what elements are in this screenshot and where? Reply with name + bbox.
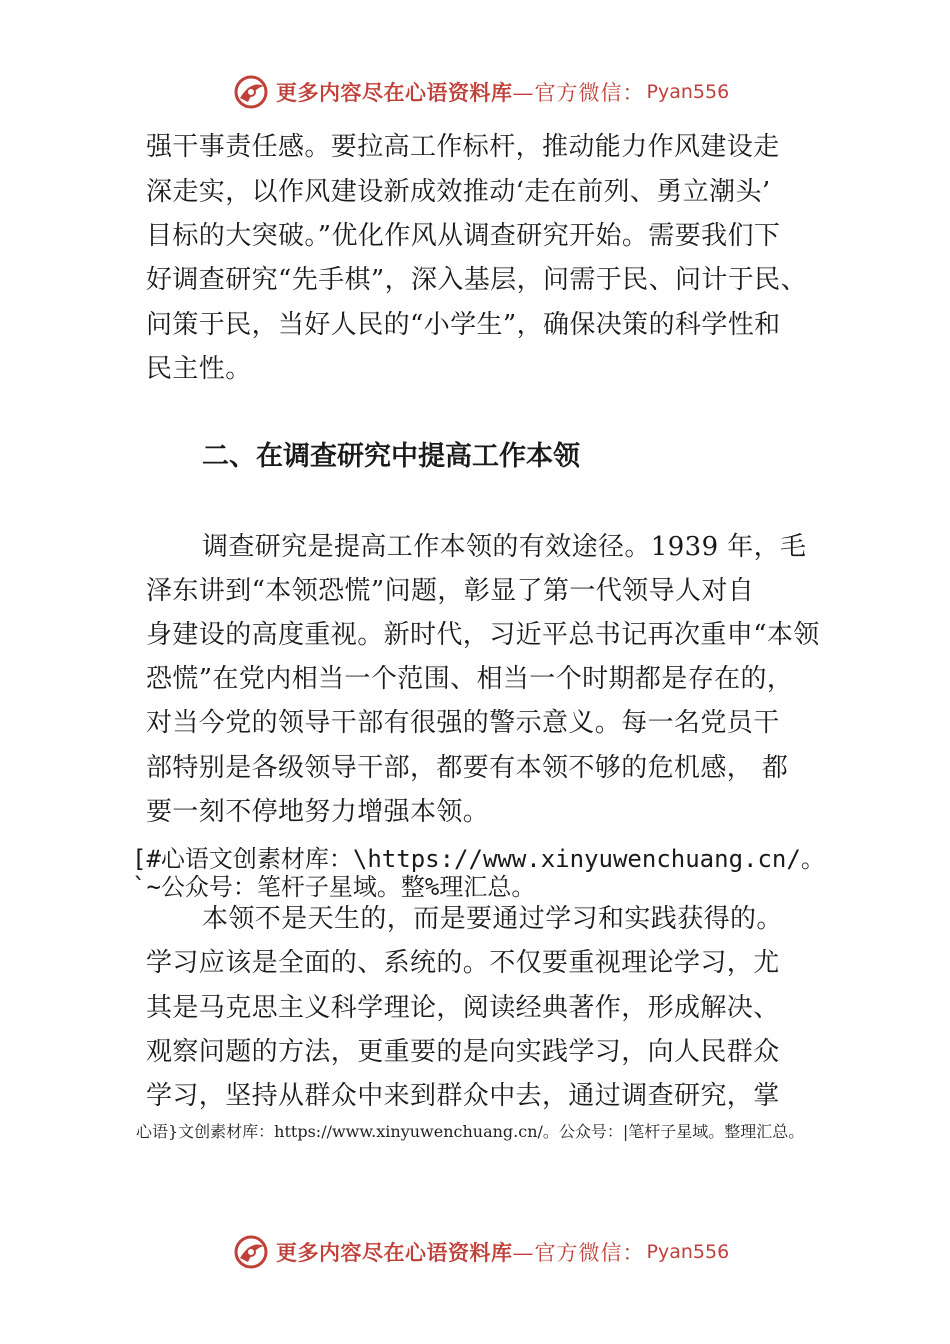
text-line: 学习应该是全面的、系统的。不仅要重视理论学习，尤 bbox=[146, 948, 780, 978]
text-line: 部特别是各级领导干部，都要有本领不够的危机感， 都 bbox=[146, 753, 789, 783]
header-dash-text: —官方微信： bbox=[512, 81, 645, 105]
text-line: 其是马克思主义科学理论，阅读经典著作，形成解决、 bbox=[146, 993, 780, 1023]
brand-logo-icon bbox=[232, 1234, 270, 1270]
text-line: 民主性。 bbox=[146, 354, 252, 384]
footer-note: 心语}文创素材库：https://www.xinyuwenchuang.cn/。公众号：|笔杆子星域。整理汇总。 bbox=[136, 1122, 805, 1141]
text-line: 泽东讲到“本领恐慌”问题，彰显了第一代领导人对自 bbox=[146, 576, 755, 606]
footer-wechat-id: Pyan556 bbox=[646, 1241, 730, 1263]
text-line: 对当今党的领导干部有很强的警示意义。每一名党员干 bbox=[146, 708, 780, 738]
section-heading: 二、在调查研究中提高工作本领 bbox=[202, 441, 580, 472]
text-line: 观察问题的方法，更重要的是向实践学习，向人民群众 bbox=[146, 1037, 780, 1067]
text-line: 要一刻不停地努力增强本领。 bbox=[146, 797, 490, 827]
header-banner bbox=[232, 72, 729, 112]
watermark-line: [#心语文创素材库：\https://www.xinyuwenchuang.cn/。 bbox=[132, 845, 825, 873]
brand-logo-icon bbox=[232, 74, 270, 110]
footer-banner bbox=[232, 1232, 729, 1272]
text-line: 好调查研究“先手棋”，深入基层，问需于民、问计于民、 bbox=[146, 265, 807, 295]
header-slogan: 更多内容尽在心语资料库 bbox=[276, 80, 513, 105]
text-line: 目标的大突破。”优化作风从调查研究开始。需要我们下 bbox=[146, 221, 781, 251]
text-line: 调查研究是提高工作本领的有效途径。1939 年，毛 bbox=[202, 532, 807, 562]
text-line: 学习，坚持从群众中来到群众中去，通过调查研究，掌 bbox=[146, 1081, 780, 1111]
text-line: 问策于民，当好人民的“小学生”，确保决策的科学性和 bbox=[146, 310, 781, 340]
text-line: 深走实，以作风建设新成效推动‘走在前列、勇立潮头’ bbox=[146, 177, 771, 207]
text-line: 本领不是天生的，而是要通过学习和实践获得的。 bbox=[202, 904, 783, 934]
footer-dash-text: —官方微信： bbox=[512, 1241, 645, 1265]
text-line: 强干事责任感。要拉高工作标杆，推动能力作风建设走 bbox=[146, 132, 780, 162]
text-line: 恐慌”在党内相当一个范围、相当一个时期都是存在的， bbox=[146, 664, 794, 694]
text-line: 身建设的高度重视。新时代，习近平总书记再次重申“本领 bbox=[146, 620, 820, 650]
footer-slogan: 更多内容尽在心语资料库 bbox=[276, 1240, 513, 1265]
header-wechat-id: Pyan556 bbox=[646, 81, 730, 103]
watermark-line: `~公众号：笔杆子星域。整%理汇总。 bbox=[132, 873, 536, 901]
